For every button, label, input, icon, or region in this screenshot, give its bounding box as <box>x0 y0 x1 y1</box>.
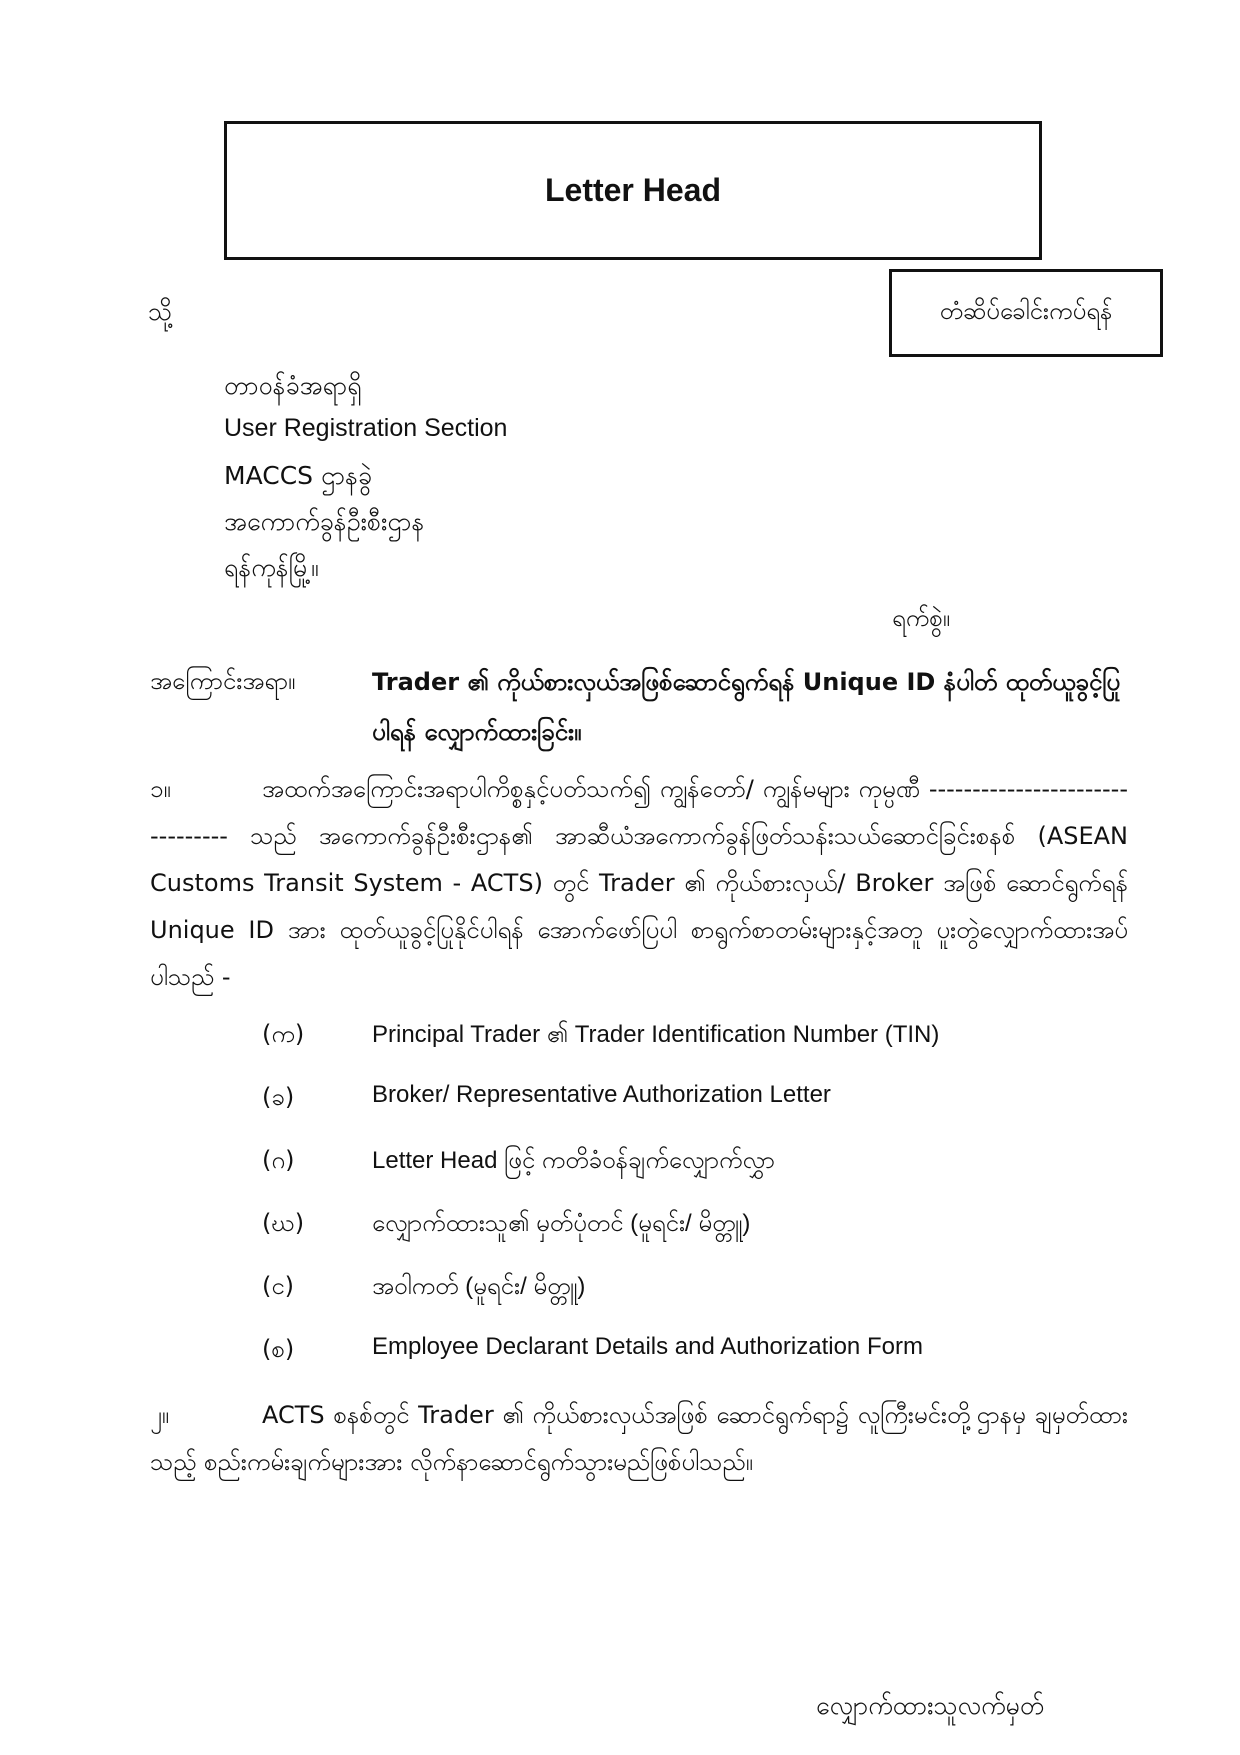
paragraph-1 <box>150 766 1128 1001</box>
item-label-5: (င) <box>262 1272 295 1300</box>
paragraph-2-text: ACTS စနစ်တွင် Trader ၏ ကိုယ်စားလှယ်အဖြစ် ဆောင်ရွက်ရာ၌ လူကြီးမင်းတို့ဌာနမှ ချမှတ်ထားသည့် စည်းကမ်းချက်များအား လိုက်နာဆောင်ရွက်သွားမည်ဖြစ်ပါသည်။ <box>150 1401 1128 1476</box>
item-label-6: (စ) <box>262 1335 295 1363</box>
address-line-2: User Registration Section <box>224 414 508 442</box>
date-label: ရက်စွဲ။ <box>892 604 951 632</box>
item-label-2: (ခ) <box>262 1083 295 1111</box>
stamp-box-label: တံဆိပ်ခေါင်းကပ်ရန် <box>939 297 1113 325</box>
address-line-3: MACCS ဌာနခွဲ <box>224 461 373 490</box>
subject-text: Trader ၏ ကိုယ်စားလှယ်အဖြစ်ဆောင်ရွက်ရန် Unique ID နံပါတ် ထုတ်ယူခွင့်ပြုပါရန် လျှောက်ထားခြင်း။ <box>372 668 1121 746</box>
item-text-5: အဝါကတ် (မူရင်း/ မိတ္တူ) <box>372 1273 586 1300</box>
to-label: သို့ <box>148 297 173 326</box>
item-text-4: လျှောက်ထားသူ၏ မှတ်ပုံတင် (မူရင်း/ မိတ္တူ) <box>372 1210 751 1237</box>
paragraph-1-number: ၁။ <box>150 775 171 803</box>
item-text-3: Letter Head ဖြင့် ကတိခံဝန်ချက်လျှောက်လွှာ <box>372 1147 775 1174</box>
item-text-1: Principal Trader ၏ Trader Identification Number (TIN) <box>372 1021 940 1048</box>
item-label-3: (ဂ) <box>262 1146 295 1174</box>
subject-label: အကြောင်းအရာ။ <box>150 667 296 695</box>
letter-head-box <box>224 121 1042 260</box>
address-line-1: တာဝန်ခံအရာရှိ <box>224 371 362 400</box>
address-line-5: ရန်ကုန်မြို့။ <box>224 553 319 582</box>
item-label-4: (ဃ) <box>262 1209 305 1237</box>
item-text-6: Employee Declarant Details and Authorization Form <box>372 1333 923 1360</box>
signature-label: လျှောက်ထားသူလက်မှတ် <box>816 1691 1045 1720</box>
item-label-1: (က) <box>262 1020 305 1048</box>
paragraph-2 <box>150 1392 1128 1486</box>
paragraph-1-text: အထက်အကြောင်းအရာပါကိစ္စနှင့်ပတ်သက်၍ ကျွန်တော်/ ကျွန်မများ ကုမ္ပဏီ -------------------------------- သည် အကောက်ခွန်ဦးစီးဌာန၏ အာဆီယံအကောက်ခွန်ဖြတ်သန်းသယ်ဆောင်ခြင်းစနစ် (ASEAN Customs Transit System - ACTS) တွင် Trader ၏ ကိုယ်စားလှယ်/ Broker အဖြစ် ဆောင်ရွက်ရန် Unique ID အား ထုတ်ယူခွင့်ပြုနိုင်ပါရန် အောက်ဖော်ပြပါ စာရွက်စာတမ်းများနှင့်အတူ ပူးတွဲလျှောက်ထားအပ်ပါသည် - <box>150 775 1128 991</box>
stamp-box <box>889 269 1163 357</box>
item-text-2: Broker/ Representative Authorization Letter <box>372 1081 831 1108</box>
paragraph-2-number: ၂။ <box>150 1401 170 1429</box>
letter-head-label: Letter Head <box>544 172 722 208</box>
address-line-4: အကောက်ခွန်ဦးစီးဌာန <box>224 507 425 536</box>
